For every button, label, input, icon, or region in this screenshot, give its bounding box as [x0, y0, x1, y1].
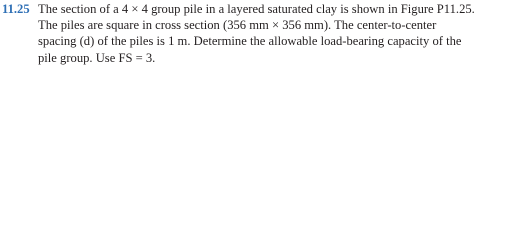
problem-line-1	[2, 1, 528, 17]
problem-text	[2, 1, 528, 66]
problem-line-4: pile group. Use FS = 3.	[38, 50, 156, 65]
problem-line-text-1: The section of a 4 × 4 group pile in a layered saturated clay is shown in Figure P11.25.	[38, 2, 475, 16]
problem-line-3: spacing (d) of the piles is 1 m. Determine the allowable load-bearing capacity of the	[38, 34, 462, 49]
problem-number: 11.25	[2, 2, 30, 16]
problem-line-2: The piles are square in cross section (356 mm × 356 mm). The center-to-center	[38, 18, 437, 33]
